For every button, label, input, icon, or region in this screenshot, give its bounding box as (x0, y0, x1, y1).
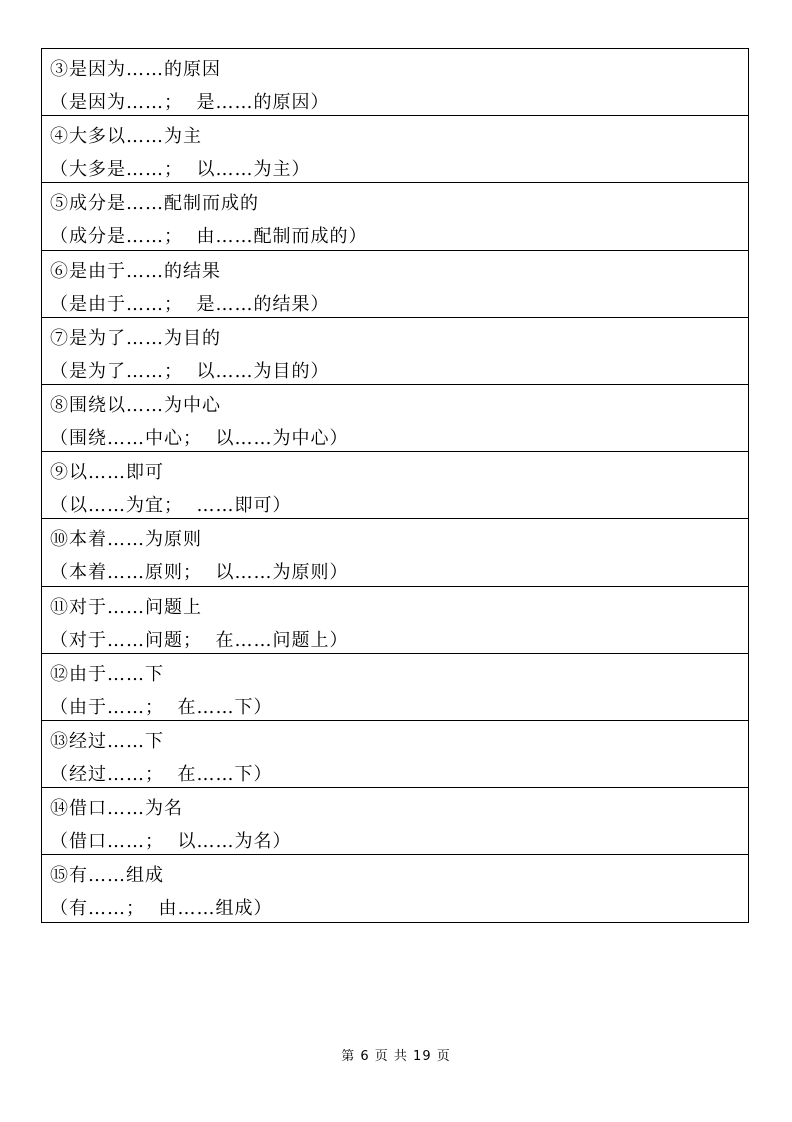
error-phrase: ⑮有……组成 (50, 865, 164, 887)
table-row (42, 385, 748, 452)
correction-phrase: （本着……原则； 以……为原则） (50, 562, 349, 584)
table-row (42, 587, 748, 654)
correction-phrase: （是因为……； 是……的原因） (50, 92, 330, 113)
correction-phrase: （是为了……； 以……为目的） (50, 360, 330, 382)
table-row (42, 721, 748, 788)
table-row (42, 855, 748, 922)
table-row (42, 49, 748, 116)
error-phrase: ⑪对于……问题上 (50, 596, 202, 618)
table-row (42, 654, 748, 721)
correction-phrase: （有……； 由……组成） (50, 898, 273, 920)
table-row (42, 116, 748, 183)
table-row (42, 183, 748, 250)
sentence-correction-table (41, 48, 749, 923)
error-phrase: ⑫由于……下 (50, 663, 164, 685)
correction-phrase: （成分是……； 由……配制而成的） (50, 226, 368, 248)
error-phrase: ⑧围绕以……为中心 (50, 394, 221, 416)
correction-phrase: （大多是……； 以……为主） (50, 159, 311, 181)
error-phrase: ⑬经过……下 (50, 730, 164, 752)
correction-phrase: （以……为宜； ……即可） (50, 495, 292, 517)
table-row (42, 788, 748, 855)
table-row (42, 318, 748, 385)
correction-phrase: （借口……； 以……为名） (50, 831, 292, 853)
error-phrase: ③是因为……的原因 (50, 59, 221, 80)
correction-phrase: （是由于……； 是……的结果） (50, 293, 330, 315)
error-phrase: ⑭借口……为名 (50, 798, 183, 820)
error-phrase: ⑨以……即可 (50, 462, 164, 484)
correction-phrase: （由于……； 在……下） (50, 696, 273, 718)
error-phrase: ④大多以……为主 (50, 126, 202, 148)
error-phrase: ⑩本着……为原则 (50, 529, 202, 551)
error-phrase: ⑥是由于……的结果 (50, 260, 221, 282)
table-row (42, 452, 748, 519)
correction-phrase: （围绕……中心； 以……为中心） (50, 427, 349, 449)
correction-phrase: （经过……； 在……下） (50, 763, 273, 785)
table-row (42, 251, 748, 318)
page-number: 第 6 页 共 19 页 (341, 1049, 451, 1064)
table-row (42, 519, 748, 586)
error-phrase: ⑤成分是……配制而成的 (50, 193, 259, 215)
error-phrase: ⑦是为了……为目的 (50, 327, 221, 349)
correction-phrase: （对于……问题； 在……问题上） (50, 629, 349, 651)
